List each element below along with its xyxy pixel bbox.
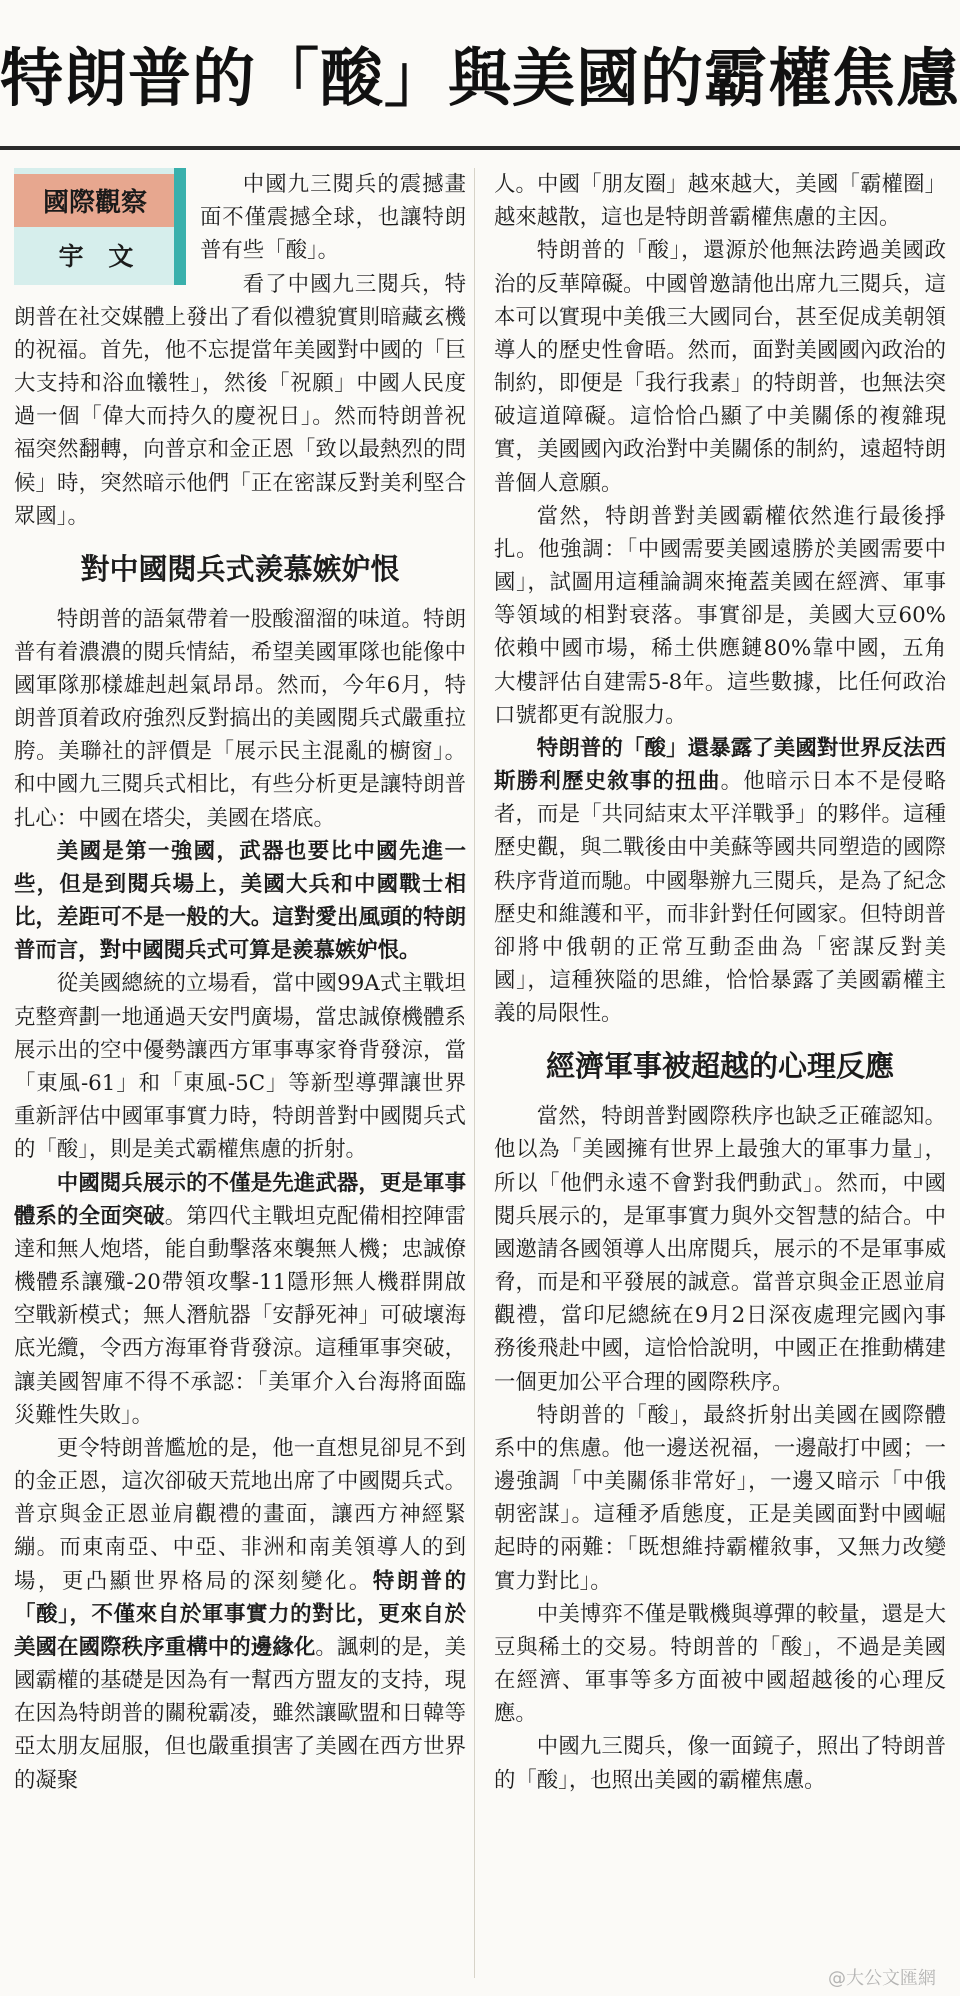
column-label: 國際觀察 <box>14 174 176 227</box>
author-name: 宇 文 <box>58 242 142 271</box>
left-paragraph-7-start: 更令特朗普尷尬的是，他一直想見卻見不到的金正恩，這次卻破天荒地出席了中國閱兵式。普京與金正恩並肩觀禮的畫面，讓西方神經緊繃。而東南亞、中亞、非洲和南美領導人的到場，更凸顯世界格局的深刻變化。 <box>14 1435 466 1594</box>
right-paragraph-5: 當然，特朗普對國際秩序也缺乏正確認知。他以為「美國擁有世界上最強大的軍事力量」，所以「他們永遠不會對我們動武」。然而，中國閱兵展示的，是軍事實力與外交智慧的結合。中國邀請各國領導人出席閱兵，展示的不是軍事威脅，而是和平發展的誠意。當普京與金正恩並肩觀禮，當印尼總統在9月2日深夜處理完國內事務後飛赴中國，這恰恰說明，中國正在推動構建一個更加公平合理的國際秩序。 <box>494 1104 946 1395</box>
subheading-2: 經濟軍事被超越的心理反應 <box>545 1049 894 1084</box>
right-column <box>494 168 946 1988</box>
left-paragraph-1: 中國九三閱兵的震撼畫面不僅震撼全球，也讓特朗普有些「酸」。 <box>200 172 466 264</box>
left-paragraph-6-bold: 中國閱兵展示的不僅是先進武器，更是軍事體系的全面突破 <box>14 1170 466 1229</box>
left-paragraph-3: 特朗普的語氣帶着一股酸溜溜的味道。特朗普有着濃濃的閱兵情結，希望美國軍隊也能像中國軍隊那樣雄赳赳氣昂昂。然而，今年6月，特朗普頂着政府強烈反對搞出的美國閱兵式嚴重拉胯。美聯社的評價是「展示民主混亂的櫥窗」。和中國九三閱兵式相比，有些分析更是讓特朗普扎心：中國在塔尖，美國在塔底。 <box>14 606 466 831</box>
left-paragraph-5: 從美國總統的立場看，當中國99A式主戰坦克整齊劃一地通過天安門廣場，當忠誠僚機體系展示出的空中優勢讓西方軍事專家脊背發涼，當「東風-61」和「東風-5C」等新型導彈讓世界重新評估中國軍事實力時，特朗普對中國閱兵式的「酸」，則是美式霸權焦慮的折射。 <box>14 971 466 1163</box>
byline-accent-bar <box>174 168 186 285</box>
column-divider <box>474 168 475 1978</box>
right-paragraph-3: 當然，特朗普對美國霸權依然進行最後掙扎。他強調：「中國需要美國遠勝於美國需要中國」，試圖用這種論調來掩蓋美國在經濟、軍事等領域的相對衰落。事實卻是，美國大豆60%依賴中國市場，稀土供應鏈80%靠中國，五角大樓評估自建需5-8年。這些數據，比任何政治口號都更有說服力。 <box>494 503 946 728</box>
byline-background <box>14 168 186 285</box>
left-paragraph-7-bold: 特朗普的「酸」，不僅來自於軍事實力的對比，更來自於美國在國際秩序重構中的邊緣化 <box>14 1568 466 1660</box>
left-column <box>14 168 466 1988</box>
left-paragraph-7 <box>14 1432 466 1797</box>
byline-box <box>14 168 186 285</box>
headline-bar <box>0 0 960 150</box>
right-paragraph-4-rest: 。他暗示日本不是侵略者，而是「共同結束太平洋戰爭」的夥伴。這種歷史觀，與二戰後由中美蘇等國共同塑造的國際秩序背道而馳。中國舉辦九三閱兵，是為了紀念歷史和維護和平，而非針對任何國家。但特朗普卻將中俄朝的正常互動歪曲為「密謀反對美國」，這種狹隘的思維，恰恰暴露了美國霸權主義的局限性。 <box>494 769 946 1027</box>
left-paragraph-6 <box>14 1167 466 1432</box>
right-paragraph-6: 特朗普的「酸」，最終折射出美國在國際體系中的焦慮。他一邊送祝福，一邊敲打中國；一邊強調「中美關係非常好」，一邊又暗示「中俄朝密謀」。這種矛盾態度，正是美國面對中國崛起時的兩難：「既想維持霸權敘事，又無力改變實力對比」。 <box>494 1402 946 1594</box>
subheading-1: 對中國閱兵式羨慕嫉妒恨 <box>80 551 400 586</box>
right-paragraph-2: 特朗普的「酸」，還源於他無法跨過美國政治的反華障礙。中國曾邀請他出席九三閱兵，這本可以實現中美俄三大國同台，甚至促成美朝領導人的歷史性會晤。然而，面對美國國內政治的制約，即便是「我行我素」的特朗普，也無法突破這道障礙。這恰恰凸顯了中美關係的複雜現實，美國國內政治對中美關係的制約，遠超特朗普個人意願。 <box>494 238 946 496</box>
right-paragraph-8: 中國九三閱兵，像一面鏡子，照出了特朗普的「酸」，也照出美國的霸權焦慮。 <box>494 1734 946 1793</box>
headline: 特朗普的「酸」與美國的霸權焦慮 <box>0 41 960 115</box>
left-paragraph-7-rest: 。諷刺的是，美國霸權的基礎是因為有一幫西方盟友的支持，現在因為特朗普的關稅霸凌，雖然讓歐盟和日韓等亞太朋友屈服，但也嚴重損害了美國在西方世界的凝聚 <box>14 1634 466 1793</box>
left-paragraph-4: 美國是第一強國，武器也要比中國先進一些，但是到閱兵場上，美國大兵和中國戰士相比，差距可不是一般的大。這對愛出風頭的特朗普而言，對中國閱兵式可算是羨慕嫉妒恨。 <box>14 838 466 964</box>
source-watermark: @大公文匯網 <box>828 1968 936 1989</box>
right-paragraph-4-bold: 特朗普的「酸」還暴露了美國對世界反法西斯勝利歷史敘事的扭曲 <box>494 735 946 795</box>
right-paragraph-7: 中美博弈不僅是戰機與導彈的較量，還是大豆與稀土的交易。特朗普的「酸」，不過是美國在經濟、軍事等多方面被中國超越後的心理反應。 <box>494 1601 946 1727</box>
right-paragraph-4 <box>494 732 946 1031</box>
left-paragraph-6-rest: 。第四代主戰坦克配備相控陣雷達和無人炮塔，能自動擊落來襲無人機；忠誠僚機體系讓殲-20帶領攻擊-11隱形無人機群開啟空戰新模式；無人潛航器「安靜死神」可破壞海底光纜，令西方海軍脊背發涼。這種軍事突破，讓美國智庫不得不承認：「美軍介入台海將面臨災難性失敗」。 <box>14 1203 466 1428</box>
left-paragraph-2: 看了中國九三閱兵，特朗普在社交媒體上發出了看似禮貌實則暗藏玄機的祝福。首先，他不忘提當年美國對中國的「巨大支持和浴血犧牲」，然後「祝願」中國人民度過一個「偉大而持久的慶祝日」。然而特朗普祝福突然翻轉，向普京和金正恩「致以最熱烈的問候」時，突然暗示他們「正在密謀反對美利堅合眾國」。 <box>14 271 466 529</box>
right-paragraph-1: 人。中國「朋友圈」越來越大，美國「霸權圈」越來越散，這也是特朗普霸權焦慮的主因。 <box>494 172 946 231</box>
